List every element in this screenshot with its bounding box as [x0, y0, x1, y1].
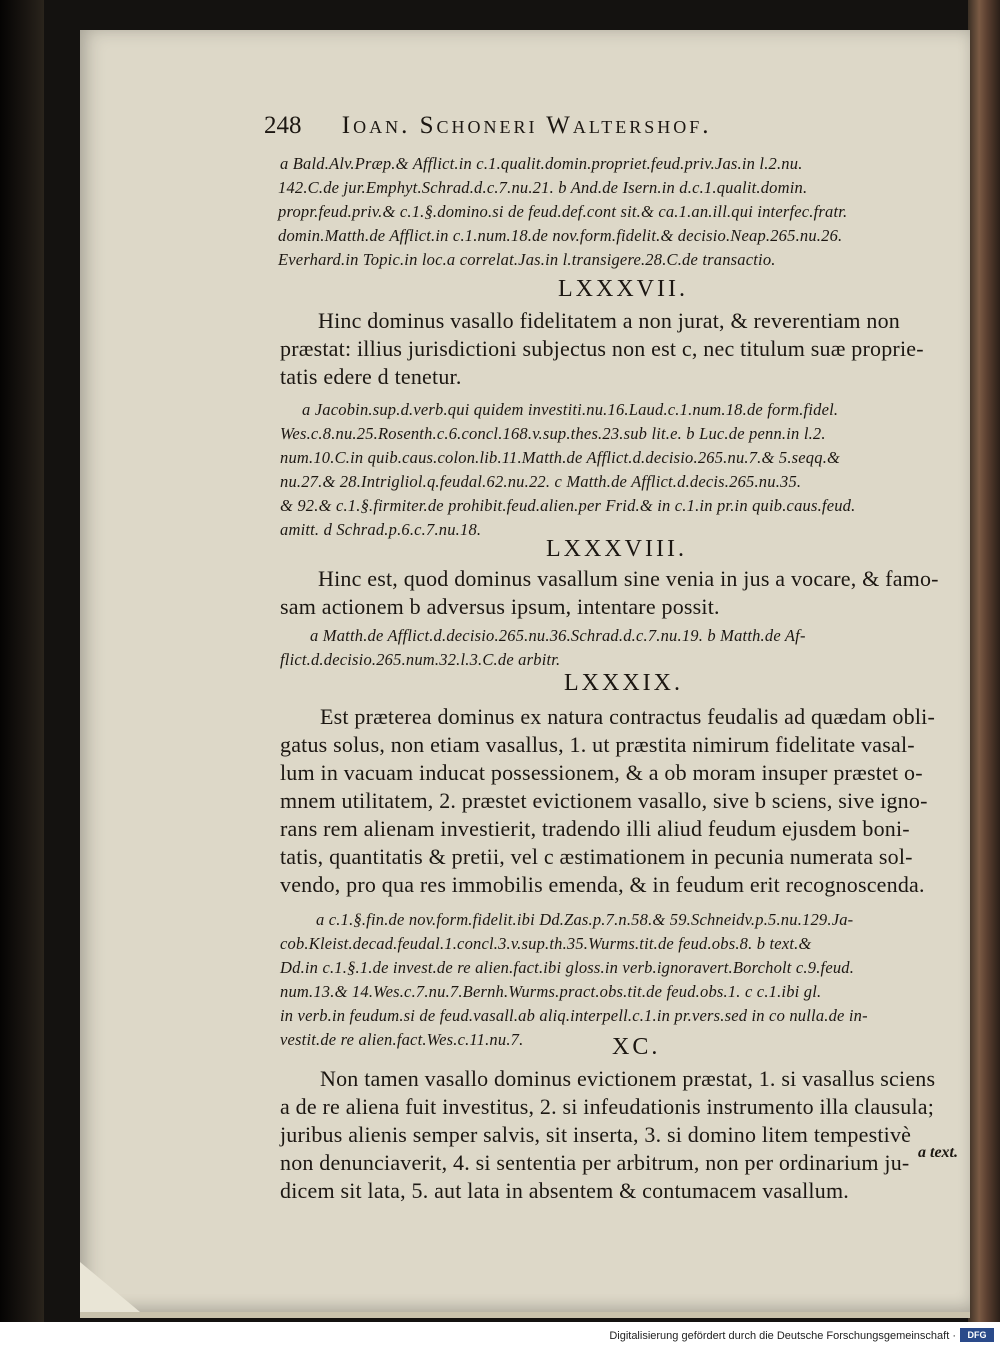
footnote-line: a Jacobin.sup.d.verb.qui quidem investiti.nu.16.Laud.c.1.num.18.de form.fidel. [302, 400, 839, 419]
paragraph-line: Est præterea dominus ex natura contractus feudalis ad quædam obli- [320, 704, 935, 729]
footnote-line: & 92.& c.1.§.firmiter.de prohibit.feud.alien.per Frid.& in c.1.in pr.in quib.caus.feud. [280, 496, 856, 515]
paragraph-line: dicem sit lata, 5. aut lata in absentem & contumacem vasallum. [280, 1178, 849, 1203]
footnote-line: domin.Matth.de Afflict.in c.1.num.18.de nov.form.fidelit.& decisio.Neap.265.nu.26. [278, 226, 843, 245]
book-gutter-left [0, 0, 44, 1322]
paragraph-line: Hinc est, quod dominus vasallum sine venia in jus a vocare, & famo- [318, 566, 939, 591]
paragraph-line: tatis, quantitatis & pretii, vel c æstimationem in pecunia numerata sol- [280, 844, 913, 869]
section-number: LXXXVIII. [546, 536, 687, 562]
running-title: Ioan. Schoneri Waltershof. [341, 112, 712, 139]
paragraph-line: rans rem alienam investierit, tradendo illi aliud feudum ejusdem boni- [280, 816, 910, 841]
book-page [80, 30, 970, 1318]
paragraph-line: lum in vacuam inducat possessionem, & a ob moram insuper præstet o- [280, 760, 923, 785]
paragraph-line: præstat: illius jurisdictioni subjectus non est c, nec titulum suæ proprie- [280, 336, 924, 361]
footnote-line: cob.Kleist.decad.feudal.1.concl.3.v.sup.th.35.Wurms.tit.de feud.obs.8. b text.& [280, 934, 812, 953]
footnote-line: num.13.& 14.Wes.c.7.nu.7.Bernh.Wurms.pract.obs.tit.de feud.obs.1. c c.1.ibi gl. [280, 982, 822, 1001]
page-corner-fold [80, 1262, 140, 1312]
page-text [80, 30, 970, 1312]
footnote-line: propr.feud.priv.& c.1.§.domino.si de feud.def.cont sit.& ca.1.an.ill.qui interfec.fratr. [278, 202, 848, 221]
paragraph-line: gatus solus, non etiam vasallus, 1. ut præstita nimirum fidelitate vasal- [280, 732, 915, 757]
footnote-line: nu.27.& 28.Intrigliol.q.feudal.62.nu.22. c Matth.de Afflict.d.decis.265.nu.35. [280, 472, 802, 491]
paragraph-line: tatis edere d tenetur. [280, 364, 462, 389]
running-header [264, 112, 711, 140]
paragraph-line: juribus alienis semper salvis, sit inserta, 3. si domino litem tempestivè [280, 1122, 912, 1147]
section-number: LXXXIX. [564, 670, 683, 696]
paragraph-line: Non tamen vasallo dominus evictionem præstat, 1. si vasallus sciens [320, 1066, 936, 1091]
footnote-line: a c.1.§.fin.de nov.form.fidelit.ibi Dd.Zas.p.7.n.58.& 59.Schneidv.p.5.nu.129.Ja- [316, 910, 854, 929]
footer-credit: Digitalisierung gefördert durch die Deutsche Forschungsgemeinschaft · [609, 1330, 956, 1342]
footnote-line: num.10.C.in quib.caus.colon.lib.11.Matth.de Afflict.d.decisio.265.nu.7.& 5.seqq.& [280, 448, 841, 467]
footnote-line: 142.C.de jur.Emphyt.Schrad.d.c.7.nu.21. b And.de Isern.in d.c.1.qualit.domin. [278, 178, 808, 197]
paragraph-line: a de re aliena fuit investitus, 2. si infeudationis instrumento illa clausula; [280, 1094, 935, 1119]
footnote-line: amitt. d Schrad.p.6.c.7.nu.18. [280, 520, 482, 539]
footnote-line: a Bald.Alv.Præp.& Afflict.in c.1.qualit.domin.propriet.feud.priv.Jas.in l.2.nu. [280, 154, 803, 173]
footnote-line: Dd.in c.1.§.1.de invest.de re alien.fact.ibi gloss.in verb.ignoravert.Borcholt c.9.feud. [280, 958, 855, 977]
footnote-line: flict.d.decisio.265.num.32.l.3.C.de arbitr. [280, 650, 561, 669]
catchword: a text. [918, 1144, 958, 1161]
paragraph-line: mnem utilitatem, 2. præstet evictionem vasallo, sive b sciens, sive igno- [280, 788, 928, 813]
footnote-line: vestit.de re alien.fact.Wes.c.11.nu.7. [280, 1030, 524, 1049]
paragraph-line: non denunciaverit, 4. si sententia per arbitrum, non per ordinarium ju- [280, 1150, 910, 1175]
section-number: LXXXVII. [558, 276, 688, 302]
paragraph-line: vendo, pro qua res immobilis emenda, & in feudum erit recognoscenda. [280, 872, 925, 897]
paragraph-line: sam actionem b adversus ipsum, intentare possit. [280, 594, 720, 619]
footnote-line: Wes.c.8.nu.25.Rosenth.c.6.concl.168.v.sup.thes.23.sub lit.e. b Luc.de penn.in l.2. [280, 424, 826, 443]
book-edge-right [968, 0, 1000, 1322]
page-number: 248 [264, 112, 302, 139]
footnote-line: a Matth.de Afflict.d.decisio.265.nu.36.Schrad.d.c.7.nu.19. b Matth.de Af- [310, 626, 806, 645]
paragraph-line: Hinc dominus vasallo fidelitatem a non jurat, & reverentiam non [318, 308, 901, 333]
digitization-footer [0, 1322, 1000, 1349]
footnote-line: in verb.in feudum.si de feud.vasall.ab aliq.interpell.c.1.in pr.vers.sed in co nulla.de in- [280, 1006, 868, 1025]
dfg-logo: DFG [960, 1328, 994, 1342]
footnote-line: Everhard.in Topic.in loc.a correlat.Jas.in l.transigere.28.C.de transactio. [278, 250, 776, 269]
section-number: XC. [612, 1034, 661, 1060]
